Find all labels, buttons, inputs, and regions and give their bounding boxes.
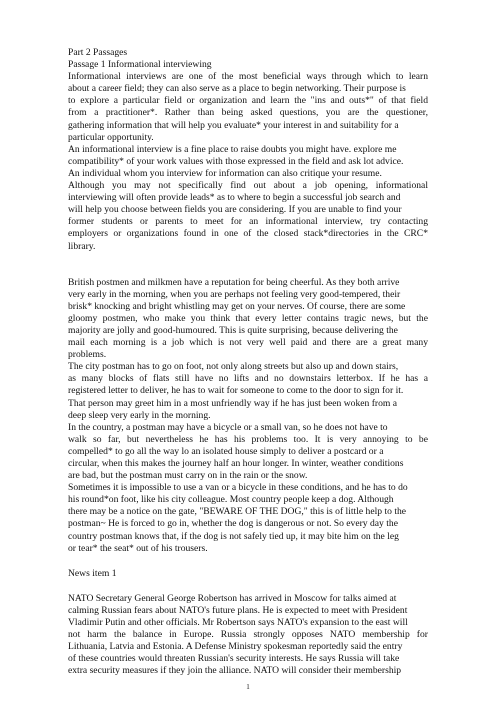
text-line: very early in the morning, when you are perhaps not feeling very good-tempered, their (68, 288, 401, 300)
text-line: interviewing will often provide leads* as to where to begin a successful job search and (68, 192, 401, 204)
text-line: are bad, but the postman must carry on in the rain or the snow. (68, 470, 308, 482)
page-number: 1 (246, 683, 250, 691)
text-line: extra security measures if they join the alliance. NATO will consider their membership (68, 665, 402, 677)
text-line: particular opportunity. (68, 131, 154, 143)
text-line: deep sleep very early in the morning. (68, 409, 211, 421)
text-line: will help you choose between fields you are considering. If you are unable to find your (68, 204, 402, 216)
passage-heading: Passage 1 Informational interviewing (68, 59, 212, 71)
text-line: compatibility* of your work values with those expressed in the field and ask lot advice. (68, 155, 404, 167)
text-line: The city postman has to go on foot, not only along streets but also up and down stairs, (68, 361, 399, 373)
text-line: about a career field; they can also serve as a place to begin networking. Their purpose is (68, 83, 406, 95)
text-line: former students or parents to meet for an informational interview, try contacting (68, 216, 428, 228)
text-line: his round*on foot, like his city colleague. Most country people keep a dog. Although (68, 494, 394, 506)
text-line: Informational interviews are one of the most beneficial ways through which to learn (68, 71, 428, 83)
document-body (68, 47, 428, 678)
text-line: Lithuania, Latvia and Estonia. A Defense Ministry spokesman reportedly said the entry (68, 641, 403, 653)
text-line: British postmen and milkmen have a reputation for being cheerful. As they both arrive (68, 276, 400, 288)
news-heading: News item 1 (68, 567, 117, 579)
text-line: That person may greet him in a most unfriendly way if he has just been woken from a (68, 397, 398, 409)
text-line: as many blocks of flats still have no lifts and no downstairs letterbox. If he has a (68, 373, 428, 385)
text-line: or tear* the seat* out of his trousers. (68, 542, 208, 554)
text-line: Vladimir Putin and other officials. Mr Robertson says NATO's expansion to the east will (68, 617, 408, 629)
text-line: majority are jolly and good-humoured. This is quite surprising, because delivering the (68, 324, 398, 336)
text-line: to explore a particular field or organization and learn the "ins and outs*" of that field (68, 95, 428, 107)
text-line: library. (68, 240, 96, 252)
part-heading: Part 2 Passages (68, 47, 128, 58)
text-line: brisk* knocking and bright whistling may get on your nerves. Of course, there are some (68, 300, 406, 312)
text-line: gathering information that will help you evaluate* your interest in and suitability for a (68, 119, 399, 131)
text-line: problems. (68, 349, 107, 361)
text-line: In the country, a postman may have a bicycle or a small van, so he does not have to (68, 421, 388, 433)
text-line: walk so far, but nevertheless he has his problems too. It is very annoying to be (68, 433, 428, 445)
text-line: Although you may not specifically find out about a job opening, informational (68, 180, 428, 192)
passage-1-text (68, 71, 428, 252)
text-line: of these countries would threaten Russian's security interests. He says Russia will take (68, 653, 400, 665)
text-line: circular, when this makes the journey half an hour longer. In winter, weather conditions (68, 458, 404, 469)
text-line: NATO Secretary General George Robertson has arrived in Moscow for talks aimed at (68, 592, 397, 604)
text-line: An informational interview is a fine place to raise doubts you might have. explore me (68, 143, 397, 155)
text-line: An individual whom you interview for information can also critique your resume. (68, 167, 382, 179)
text-line: compelled* to go all the way lo an isolated house simply to deliver a postcard or a (68, 445, 384, 457)
text-line: postman~ He is forced to go in, whether the dog is dangerous or not. So every day the (68, 518, 398, 530)
text-line: country postman knows that, if the dog is not safely tied up, it may bite him on the leg (68, 530, 399, 542)
passage-2-text (68, 277, 428, 555)
text-line: employers or organizations found in one of the closed stack*directories in the CRC* (68, 228, 428, 240)
text-line: from a practitioner*. Rather than being asked questions, you are the questioner, (68, 107, 428, 119)
text-line: not harm the balance in Europe. Russia strongly opposes NATO membership for (68, 629, 428, 641)
text-line: calming Russian fears about NATO's future plans. He is expected to meet with President (68, 604, 408, 616)
text-line: gloomy postmen, who make you think that every letter contains tragic news, but the (68, 312, 428, 324)
news-item-text (68, 593, 428, 678)
text-line: mail each morning is a job which is not very well paid and there are a great many (68, 337, 428, 349)
text-line: there may be a notice on the gate, "BEWARE OF THE DOG," this is of little help to the (68, 506, 407, 518)
text-line: Sometimes it is impossible to use a van or a bicycle in these conditions, and he has to do (68, 482, 408, 494)
text-line: registered letter to deliver, he has to wait for someone to come to the door to sign for it. (68, 385, 404, 397)
